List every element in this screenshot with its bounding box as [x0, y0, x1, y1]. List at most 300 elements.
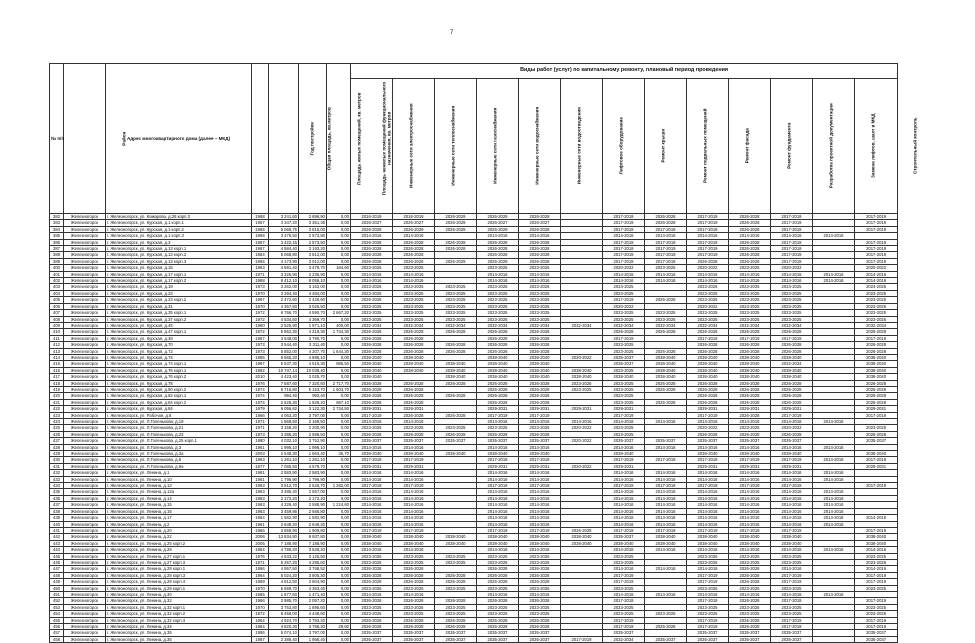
- work-period-cell: 2023-2025: [393, 303, 435, 309]
- work-period-cell: 2029-2031: [351, 463, 393, 469]
- address-cell: г. Железногорск, ул. Курская, д.35 корп.1: [106, 310, 252, 316]
- area-cell: 0,00: [327, 630, 351, 636]
- work-period-cell: 2014-2016: [813, 470, 855, 476]
- work-period-cell: 2014-2016: [771, 566, 813, 572]
- row-number: 443: [50, 540, 64, 546]
- work-period-cell: 2023-2025: [687, 559, 729, 565]
- work-period-cell: 2035-2037: [603, 361, 645, 367]
- district-cell: Железногорск: [64, 335, 106, 341]
- header-living-area: Площадь жилых помещений, кв. метров: [299, 64, 327, 214]
- work-period-cell: 2014-2016: [729, 233, 771, 239]
- work-period-cell: 2017-2019: [477, 527, 519, 533]
- work-period-cell: 2026-2028: [729, 624, 771, 630]
- work-period-cell: 2014-2016: [477, 444, 519, 450]
- work-period-cell: 2017-2019: [603, 239, 645, 245]
- work-period-cell: 2038-2040: [393, 354, 435, 360]
- work-period-cell: 2023-2025: [477, 290, 519, 296]
- work-period-cell: 2026-2028: [519, 386, 561, 392]
- work-period-cell: 2017-2019: [855, 579, 898, 585]
- year-cell: 1966: [252, 527, 269, 533]
- district-cell: Железногорск: [64, 508, 106, 514]
- work-period-cell: 2014-2016: [855, 515, 898, 521]
- work-period-cell: 2026-2028: [645, 399, 687, 405]
- work-period-cell: 2017-2019: [603, 252, 645, 258]
- work-period-cell: 2014-2016: [603, 476, 645, 482]
- work-period-cell: 2014-2016: [393, 521, 435, 527]
- row-number: 428: [50, 444, 64, 450]
- work-period-cell: 2023-2025: [603, 367, 645, 373]
- year-cell: 1979: [252, 406, 269, 412]
- area-cell: 4 957,50: [269, 566, 299, 572]
- work-period-cell: 2014-2016: [771, 233, 813, 239]
- work-period-cell: 2017-2019: [687, 226, 729, 232]
- work-period-cell: 2026-2028: [393, 598, 435, 604]
- work-period-cell: 2035-2037: [435, 636, 477, 642]
- work-period-cell: 2026-2028: [687, 329, 729, 335]
- area-cell: 4 063,20: [269, 412, 299, 418]
- work-period-cell: 2014-2016: [855, 566, 898, 572]
- work-period-cell: 2017-2019: [771, 335, 813, 341]
- work-period-cell: 2014-2016: [687, 470, 729, 476]
- work-period-cell: 2038-2040: [477, 374, 519, 380]
- work-period-cell: 2026-2028: [435, 246, 477, 252]
- row-number: 455: [50, 617, 64, 623]
- area-cell: 1 582,90: [269, 515, 299, 521]
- work-period-cell: 2014-2016: [729, 470, 771, 476]
- address-cell: г. Железногорск, ул. Л.Голенькова, д.9а: [106, 463, 252, 469]
- row-number: 426: [50, 431, 64, 437]
- work-period-cell: 2026-2028: [393, 399, 435, 405]
- area-cell: 0,00: [327, 559, 351, 565]
- year-cell: 1967: [252, 246, 269, 252]
- work-period-cell: 2023-2025: [645, 265, 687, 271]
- work-period-cell: 2023-2025: [435, 611, 477, 617]
- work-period-cell: 2035-2037: [435, 438, 477, 444]
- work-period-cell: 2014-2016: [813, 278, 855, 284]
- work-period-cell: 2032-2034: [351, 322, 393, 328]
- work-period-cell: 2014-2016: [477, 502, 519, 508]
- work-period-cell: 2014-2016: [477, 495, 519, 501]
- work-period-cell: 2026-2028: [351, 566, 393, 572]
- district-cell: Железногорск: [64, 585, 106, 591]
- work-period-cell: 2026-2028: [729, 412, 771, 418]
- work-period-cell: 2026-2028: [729, 431, 771, 437]
- address-cell: г. Железногорск, ул. Ленина, д.28 корп.4: [106, 579, 252, 585]
- work-period-cell: 2014-2016: [687, 233, 729, 239]
- work-period-cell: 2026-2028: [351, 239, 393, 245]
- district-cell: Железногорск: [64, 380, 106, 386]
- area-cell: 3 476,50: [269, 233, 299, 239]
- work-period-cell: 2035-2037: [687, 438, 729, 444]
- work-period-cell: 2014-2016: [645, 419, 687, 425]
- work-period-cell: 2035-2037: [687, 636, 729, 642]
- year-cell: 1970: [252, 585, 269, 591]
- year-cell: 1971: [252, 425, 269, 431]
- address-cell: г. Железногорск, ул. Курская, д.17 корп.2: [106, 278, 252, 284]
- work-period-cell: 2014-2016: [729, 591, 771, 597]
- work-period-cell: 2026-2028: [351, 329, 393, 335]
- work-period-cell: 2023-2025: [351, 284, 393, 290]
- work-period-cell: 2014-2016: [813, 476, 855, 482]
- area-cell: 7 188,90: [269, 540, 299, 546]
- work-period-cell: 2032-2034: [645, 322, 687, 328]
- district-cell: Железногорск: [64, 572, 106, 578]
- year-cell: 1972: [252, 329, 269, 335]
- area-cell: 4 295,60: [299, 559, 327, 565]
- year-cell: 1964: [252, 515, 269, 521]
- work-period-cell: 2026-2028: [477, 566, 519, 572]
- work-period-cell: 2014-2016: [729, 444, 771, 450]
- area-cell: 1 796,90: [299, 476, 327, 482]
- work-period-cell: 2026-2028: [519, 566, 561, 572]
- work-period-cell: 2014-2016: [771, 521, 813, 527]
- work-period-cell: 2035-2037: [729, 630, 771, 636]
- area-cell: 2 573,80: [299, 233, 327, 239]
- work-period-cell: 2029-2031: [729, 463, 771, 469]
- work-period-cell: 2017-2019: [603, 527, 645, 533]
- work-period-cell: 2026-2028: [435, 226, 477, 232]
- work-period-cell: 2017-2019: [603, 214, 645, 220]
- work-period-cell: 2014-2016: [603, 502, 645, 508]
- row-number: 419: [50, 386, 64, 392]
- work-period-cell: 2014-2016: [519, 515, 561, 521]
- district-cell: Железногорск: [64, 598, 106, 604]
- year-cell: 1971: [252, 419, 269, 425]
- work-period-cell: 2026-2028: [519, 380, 561, 386]
- district-cell: Железногорск: [64, 354, 106, 360]
- work-period-cell: 2038-2040: [435, 361, 477, 367]
- district-cell: Железногорск: [64, 591, 106, 597]
- year-cell: 1967: [252, 297, 269, 303]
- work-period-cell: 2017-2019: [351, 412, 393, 418]
- work-period-cell: 2014-2016: [687, 444, 729, 450]
- work-period-cell: 2026-2028: [519, 329, 561, 335]
- row-number: 434: [50, 483, 64, 489]
- area-cell: 1 826,20: [299, 399, 327, 405]
- work-period-cell: 2026-2028: [519, 335, 561, 341]
- work-period-cell: 2038-2040: [435, 540, 477, 546]
- work-period-cell: 2026-2028: [477, 617, 519, 623]
- row-number: 431: [50, 463, 64, 469]
- district-cell: Железногорск: [64, 284, 106, 290]
- work-period-cell: 2023-2025: [351, 303, 393, 309]
- work-period-cell: 2023-2025: [351, 316, 393, 322]
- work-period-cell: 2014-2016: [645, 591, 687, 597]
- work-period-cell: 2032-2034: [771, 361, 813, 367]
- work-period-cell: 2023-2025: [351, 425, 393, 431]
- district-cell: Железногорск: [64, 393, 106, 399]
- address-cell: г. Железногорск, ул. Рабочая, д.8: [106, 412, 252, 418]
- work-period-cell: 2038-2040: [477, 451, 519, 457]
- year-cell: 1972: [252, 310, 269, 316]
- area-cell: 4 820,30: [269, 624, 299, 630]
- work-period-cell: 2023-2025: [645, 316, 687, 322]
- work-period-cell: 2035-2037: [435, 630, 477, 636]
- district-cell: Железногорск: [64, 617, 106, 623]
- work-period-cell: 2038-2040: [855, 354, 898, 360]
- area-cell: 8 412,10: [269, 278, 299, 284]
- work-period-cell: 2023-2025: [687, 553, 729, 559]
- work-period-cell: 2023-2025: [393, 316, 435, 322]
- row-number: 410: [50, 329, 64, 335]
- year-cell: 1970: [252, 303, 269, 309]
- area-cell: 2 386,40: [269, 636, 299, 642]
- work-period-cell: 2014-2016: [813, 547, 855, 553]
- address-cell: г. Железногорск, ул. Л.Голенькова, д.3а: [106, 451, 252, 457]
- row-number: 445: [50, 553, 64, 559]
- row-number: 417: [50, 374, 64, 380]
- area-cell: 1 603,70: [327, 386, 351, 392]
- area-cell: 3 241,60: [269, 214, 299, 220]
- work-period-cell: 2020-2022: [561, 354, 603, 360]
- work-period-cell: 2014-2016: [393, 444, 435, 450]
- address-cell: г. Железногорск, ул. Курская, д.76 корп.2: [106, 374, 252, 380]
- work-period-cell: 2017-2019: [687, 579, 729, 585]
- district-cell: Железногорск: [64, 303, 106, 309]
- work-period-cell: 2017-2019: [393, 527, 435, 533]
- work-period-cell: 2026-2028: [855, 342, 898, 348]
- work-period-cell: 2026-2028: [351, 246, 393, 252]
- row-number: 401: [50, 271, 64, 277]
- work-period-cell: 2014-2016: [477, 547, 519, 553]
- work-period-cell: 2014-2016: [855, 271, 898, 277]
- work-period-cell: 2016-2019: [393, 214, 435, 220]
- area-cell: 2 588,90: [299, 502, 327, 508]
- work-period-cell: 2014-2016: [477, 515, 519, 521]
- district-cell: Железногорск: [64, 278, 106, 284]
- address-cell: г. Железногорск, ул. Ленина, д.29 корп.1: [106, 585, 252, 591]
- work-period-cell: 2038-2040: [393, 534, 435, 540]
- area-cell: 10 039,40: [299, 367, 327, 373]
- area-cell: 1 996,10: [269, 444, 299, 450]
- work-period-cell: 2017-2019: [855, 220, 898, 226]
- address-cell: г. Железногорск, ул. Л.Голенькова, д.3: [106, 444, 252, 450]
- work-period-cell: 2017-2019: [519, 483, 561, 489]
- work-period-cell: 2026-2028: [393, 246, 435, 252]
- work-period-cell: 2023-2025: [687, 297, 729, 303]
- work-period-cell: 2026-2028: [519, 239, 561, 245]
- work-period-cell: 2014-2016: [603, 233, 645, 239]
- district-cell: Железногорск: [64, 431, 106, 437]
- header-works-caption: Виды работ (услуг) по капитальному ремонту, плановый период проведения: [351, 64, 898, 79]
- row-number: 437: [50, 502, 64, 508]
- area-cell: 2 172,20: [299, 495, 327, 501]
- address-cell: г. Железногорск, ул. Курская, д.45: [106, 322, 252, 328]
- work-period-cell: 2014-2016: [477, 476, 519, 482]
- address-cell: г. Железногорск, ул. Курская, д.84 корп.2: [106, 399, 252, 405]
- year-cell: 1966: [252, 566, 269, 572]
- work-period-cell: 2038-2040: [855, 540, 898, 546]
- work-period-cell: 2017-2019: [519, 412, 561, 418]
- work-period-cell: 2035-2037: [855, 630, 898, 636]
- work-period-cell: 2029-2031: [855, 406, 898, 412]
- page-number: 7: [450, 30, 454, 36]
- work-period-cell: 2014-2016: [645, 489, 687, 495]
- area-cell: 2 548,30: [269, 451, 299, 457]
- work-period-cell: 2026-2028: [351, 624, 393, 630]
- work-period-cell: 2023-2025: [477, 425, 519, 431]
- header-work-5: Лифтовое оборудование: [561, 79, 603, 214]
- work-period-cell: 2014-2016: [603, 547, 645, 553]
- work-period-cell: 2023-2025: [519, 284, 561, 290]
- year-cell: 1965: [252, 258, 269, 264]
- year-cell: 1963: [252, 489, 269, 495]
- area-cell: 7 085,50: [269, 463, 299, 469]
- work-period-cell: 2026-2028: [729, 399, 771, 405]
- address-cell: г. Железногорск, ул. Л.Голенькова, д.25 корп.1: [106, 438, 252, 444]
- work-period-cell: 2026-2028: [771, 393, 813, 399]
- year-cell: 1985: [252, 354, 269, 360]
- area-cell: 6 565,20: [269, 354, 299, 360]
- work-period-cell: 2026-2028: [729, 617, 771, 623]
- work-period-cell: 2038-2040: [729, 534, 771, 540]
- address-cell: г. Железногорск, ул. Л.Голенькова, д.5: [106, 457, 252, 463]
- address-cell: г. Железногорск, ул. Курская, д.23: [106, 290, 252, 296]
- year-cell: 1971: [252, 271, 269, 277]
- row-number: 422: [50, 406, 64, 412]
- area-cell: 3 386,20: [269, 431, 299, 437]
- work-period-cell: 2023-2025: [687, 585, 729, 591]
- address-cell: г. Железногорск, ул. Ленина, д.35: [106, 630, 252, 636]
- work-period-cell: 2014-2016: [393, 470, 435, 476]
- work-period-cell: 2017-2019: [771, 246, 813, 252]
- area-cell: 5 068,80: [269, 252, 299, 258]
- work-period-cell: 2014-2016: [813, 495, 855, 501]
- work-period-cell: 2026-2028: [477, 579, 519, 585]
- work-period-cell: 2017-2019: [771, 412, 813, 418]
- area-cell: 0,00: [327, 598, 351, 604]
- work-period-cell: 2014-2016: [687, 489, 729, 495]
- work-period-cell: 2017-2019: [687, 624, 729, 630]
- work-period-cell: 2014-2016: [603, 419, 645, 425]
- work-period-cell: 2026-2028: [687, 258, 729, 264]
- work-period-cell: 2026-2028: [435, 342, 477, 348]
- work-period-cell: 2026-2028: [435, 393, 477, 399]
- work-period-cell: 2023-2025: [393, 553, 435, 559]
- work-period-cell: 2023-2025: [435, 316, 477, 322]
- row-number: 451: [50, 591, 64, 597]
- work-period-cell: 2026-2028: [687, 399, 729, 405]
- area-cell: 0,00: [327, 252, 351, 258]
- work-period-cell: 2038-2040: [645, 534, 687, 540]
- area-cell: 3 793,20: [299, 617, 327, 623]
- work-period-cell: 2014-2016: [645, 547, 687, 553]
- district-cell: Железногорск: [64, 316, 106, 322]
- work-period-cell: 2026-2028: [351, 617, 393, 623]
- work-period-cell: 2014-2016: [645, 566, 687, 572]
- area-cell: 3 815,00: [299, 226, 327, 232]
- work-period-cell: 2020-2022: [561, 463, 603, 469]
- work-period-cell: 2026-2028: [645, 624, 687, 630]
- work-period-cell: 2023-2025: [729, 303, 771, 309]
- district-cell: Железногорск: [64, 374, 106, 380]
- work-period-cell: 2023-2025: [603, 348, 645, 354]
- work-period-cell: 2014-2016: [603, 444, 645, 450]
- area-cell: 2 472,60: [269, 297, 299, 303]
- work-period-cell: 2026-2028: [435, 412, 477, 418]
- header-work-1: Инженерные сети теплоснабжения: [393, 79, 435, 214]
- work-period-cell: 2014-2016: [519, 489, 561, 495]
- area-cell: 4 226,40: [269, 502, 299, 508]
- row-number: 382: [50, 214, 64, 220]
- district-cell: Железногорск: [64, 290, 106, 296]
- work-period-cell: 2029-2031: [729, 406, 771, 412]
- address-cell: г. Железногорск, ул. Курская, д.80 корп.2: [106, 386, 252, 392]
- area-cell: 29,60: [327, 624, 351, 630]
- area-cell: 3 012,00: [299, 258, 327, 264]
- work-period-cell: 2023-2025: [855, 559, 898, 565]
- area-cell: 1 909,80: [299, 527, 327, 533]
- work-period-cell: 2026-2028: [351, 386, 393, 392]
- address-cell: г. Железногорск, ул. Л.Голенькова, д.21: [106, 425, 252, 431]
- area-cell: 4 591,40: [269, 265, 299, 271]
- work-period-cell: 2017-2019: [855, 598, 898, 604]
- work-period-cell: 2029-2031: [393, 406, 435, 412]
- work-period-cell: 2014-2016: [813, 233, 855, 239]
- work-period-cell: 2026-2028: [729, 246, 771, 252]
- work-period-cell: 2017-2019: [729, 527, 771, 533]
- district-cell: Железногорск: [64, 226, 106, 232]
- work-period-cell: 2014-2016: [645, 502, 687, 508]
- area-cell: 3 548,00: [269, 335, 299, 341]
- work-period-cell: 2026-2028: [351, 431, 393, 437]
- work-period-cell: 2026-2028: [729, 214, 771, 220]
- work-period-cell: 2017-2019: [771, 572, 813, 578]
- work-period-cell: 2026-2027: [477, 220, 519, 226]
- work-period-cell: 2023-2025: [519, 297, 561, 303]
- district-cell: Железногорск: [64, 271, 106, 277]
- district-cell: Железногорск: [64, 495, 106, 501]
- address-cell: г. Железногорск, ул. Ленина, д.30: [106, 591, 252, 597]
- address-cell: г. Железногорск, ул. Ленина, д.28 корп.3: [106, 572, 252, 578]
- district-cell: Железногорск: [64, 566, 106, 572]
- district-cell: Железногорск: [64, 489, 106, 495]
- district-cell: Железногорск: [64, 438, 106, 444]
- district-cell: Железногорск: [64, 470, 106, 476]
- area-cell: 3 294,40: [269, 290, 299, 296]
- work-period-cell: 2035-2037: [855, 438, 898, 444]
- work-period-cell: 2014-2016: [477, 419, 519, 425]
- work-period-cell: 2017-2019: [351, 457, 393, 463]
- area-cell: 0,00: [327, 636, 351, 642]
- work-period-cell: 2038-2040: [729, 354, 771, 360]
- district-cell: Железногорск: [64, 214, 106, 220]
- work-period-cell: [813, 636, 855, 642]
- address-cell: г. Железногорск, ул. Курская, д.47 корп.1: [106, 329, 252, 335]
- work-period-cell: 2017-2019: [687, 483, 729, 489]
- area-cell: 3 479,70: [299, 265, 327, 271]
- work-period-cell: 2038-2040: [771, 374, 813, 380]
- row-number: 449: [50, 579, 64, 585]
- work-period-cell: 2032-2034: [603, 322, 645, 328]
- work-period-cell: 2017-2019: [729, 457, 771, 463]
- work-period-cell: 2023-2025: [687, 316, 729, 322]
- work-period-cell: 2023-2025: [771, 284, 813, 290]
- work-period-cell: 2020-2022: [771, 265, 813, 271]
- year-cell: 1987: [252, 636, 269, 642]
- work-period-cell: 2014-2016: [729, 476, 771, 482]
- area-cell: 0,00: [327, 527, 351, 533]
- work-period-cell: 2038-2040: [687, 540, 729, 546]
- row-number: 439: [50, 515, 64, 521]
- work-period-cell: 2014-2016: [771, 444, 813, 450]
- area-cell: 4 786,20: [269, 547, 299, 553]
- district-cell: Железногорск: [64, 457, 106, 463]
- area-cell: 2 696,90: [299, 214, 327, 220]
- work-period-cell: 2029-2031: [687, 463, 729, 469]
- work-period-cell: 2023-2025: [435, 559, 477, 565]
- year-cell: 1961: [252, 444, 269, 450]
